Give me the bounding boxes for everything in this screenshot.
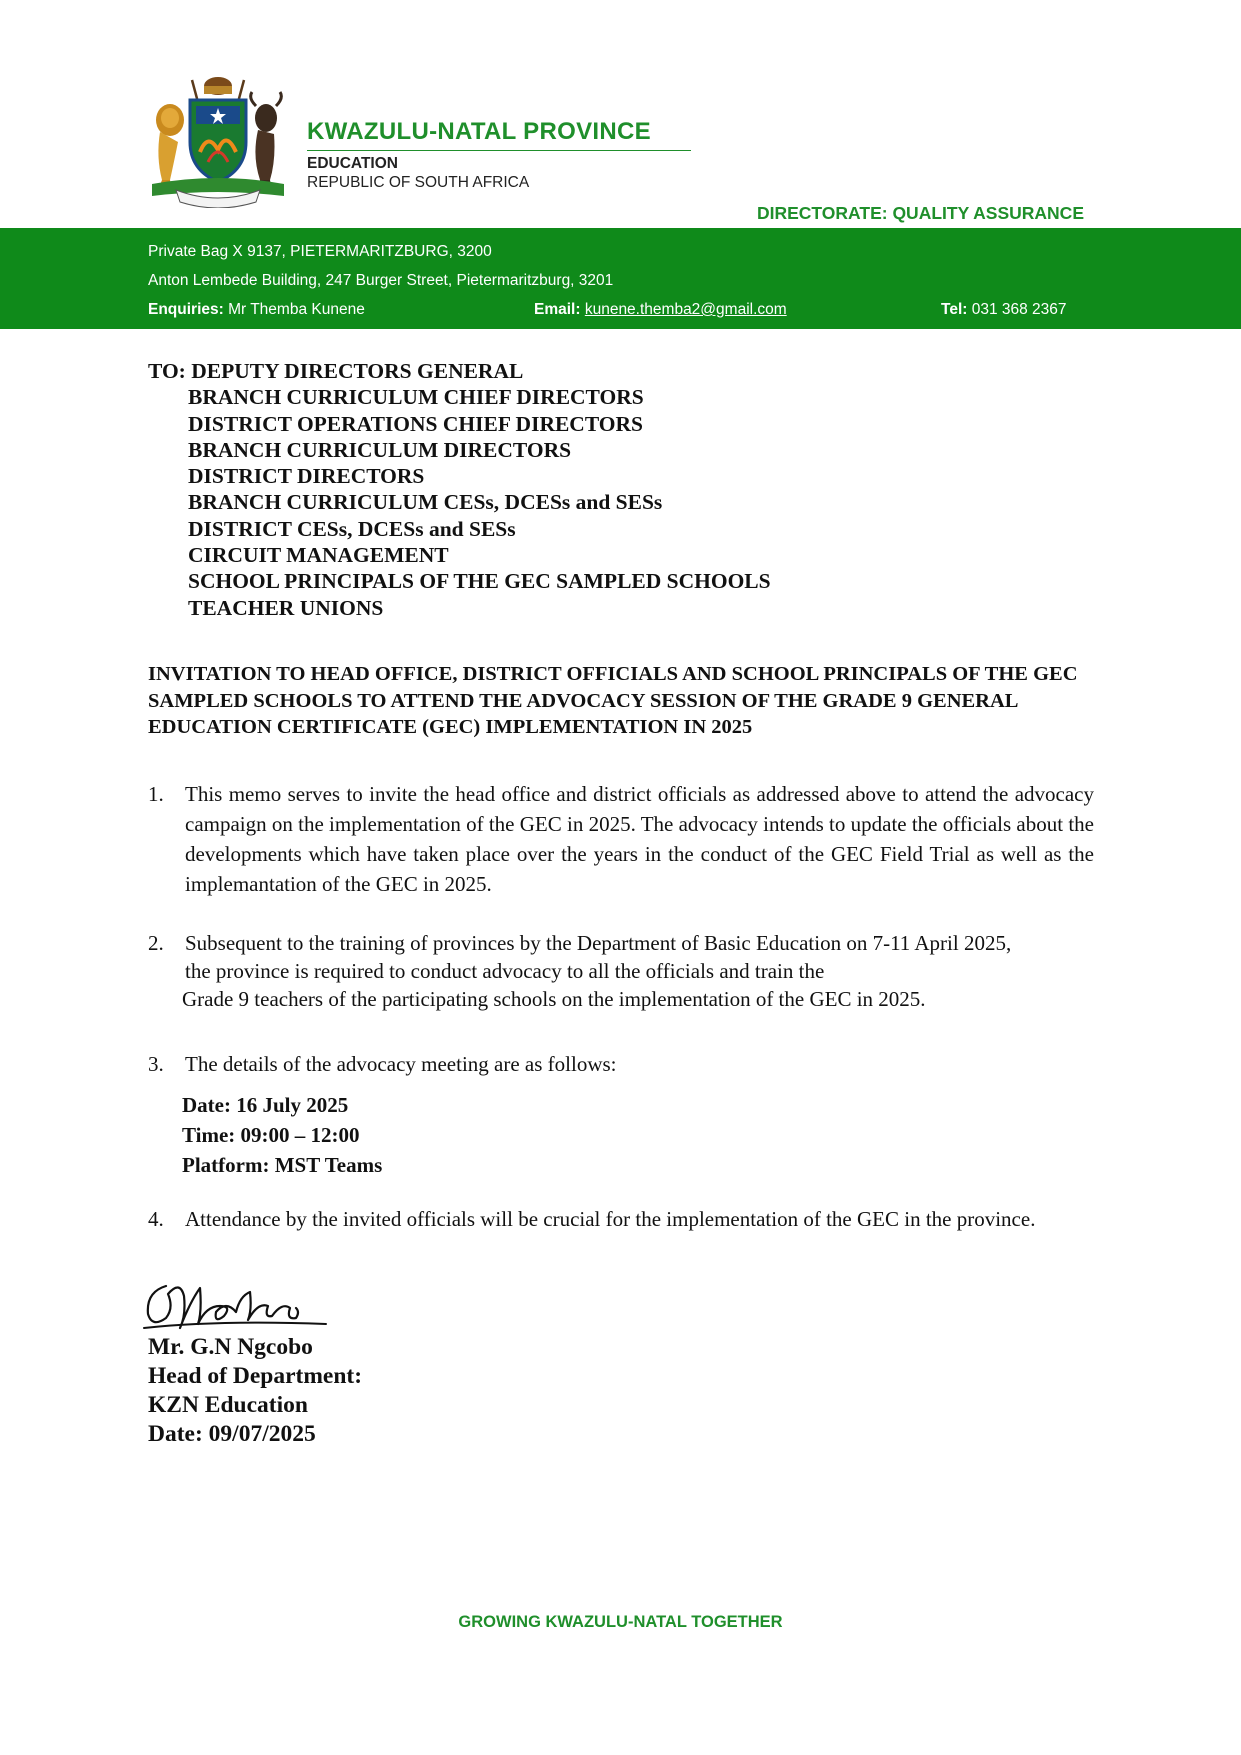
enquiries — [148, 301, 365, 319]
telephone — [941, 301, 1067, 319]
paragraph-line: Grade 9 teachers of the participating schools on the implementation of the GEC in 2025. — [182, 987, 926, 1011]
recipient-item: DISTRICT CESs, DCESs and SESs — [188, 516, 516, 541]
paragraph-number: 1. — [148, 782, 164, 806]
handwritten-signature-icon — [140, 1272, 330, 1336]
paragraph-3 — [148, 1049, 1094, 1079]
signatory-date: Date: 09/07/2025 — [148, 1421, 316, 1447]
paragraph-text: This memo serves to invite the head office and district officials as addressed above to attend the advocacy campaign on the implementation of the GEC in 2025. The advocacy intends to update the officials about the developments which have taken place over the years in the conduct of the GEC Field Trial as well as the implemantation of the GEC in 2025. — [185, 782, 1094, 896]
meeting-platform: Platform: MST Teams — [182, 1153, 383, 1177]
letterhead-brand — [307, 118, 691, 192]
meeting-date: Date: 16 July 2025 — [182, 1093, 349, 1117]
paragraph-number: 2. — [148, 931, 164, 955]
recipient-item: BRANCH CURRICULUM CHIEF DIRECTORS — [188, 385, 644, 410]
paragraph-line: Subsequent to the training of provinces by the Department of Basic Education on 7-11 April 2025, — [185, 931, 1012, 955]
enquiries-label: Enquiries: — [148, 301, 224, 318]
paragraph-text: The details of the advocacy meeting are as follows: — [185, 1052, 617, 1076]
province-name: KWAZULU-NATAL PROVINCE — [307, 118, 691, 151]
email-link[interactable]: kunene.themba2@gmail.com — [584, 301, 787, 318]
recipient-item: BRANCH CURRICULUM CESs, DCESs and SESs — [188, 490, 663, 515]
recipient-item: BRANCH CURRICULUM DIRECTORS — [188, 437, 572, 462]
signatory-block — [148, 1333, 362, 1449]
recipient-item: CIRCUIT MANAGEMENT — [188, 543, 449, 568]
postal-address: Private Bag X 9137, PIETERMARITZBURG, 3200 — [148, 243, 492, 260]
kzn-coat-of-arms-icon — [148, 72, 288, 208]
signatory-name: Mr. G.N Ngcobo — [148, 1334, 313, 1360]
recipient-item: TEACHER UNIONS — [188, 595, 384, 620]
meeting-time: Time: 09:00 – 12:00 — [182, 1123, 360, 1147]
recipient-first: TO: DEPUTY DIRECTORS GENERAL — [148, 359, 524, 383]
enquiries-value: Mr Themba Kunene — [228, 301, 365, 318]
signatory-org: KZN Education — [148, 1392, 308, 1418]
recipient-item: SCHOOL PRINCIPALS OF THE GEC SAMPLED SCHOOLS — [188, 569, 771, 594]
email — [534, 301, 787, 319]
email-label: Email: — [534, 301, 581, 318]
tel-value: 031 368 2367 — [971, 301, 1067, 318]
footer-slogan: GROWING KWAZULU-NATAL TOGETHER — [458, 1613, 783, 1631]
directorate-title: DIRECTORATE: QUALITY ASSURANCE — [756, 203, 1084, 223]
country-name: REPUBLIC OF SOUTH AFRICA — [307, 174, 530, 191]
paragraph-number: 3. — [148, 1052, 164, 1076]
contact-band — [0, 228, 1241, 329]
paragraph-1 — [148, 779, 1094, 899]
paragraph-text: Attendance by the invited officials will be crucial for the implementation of the GEC in the province. — [185, 1207, 1036, 1231]
street-address: Anton Lembede Building, 247 Burger Street, Pietermaritzburg, 3201 — [148, 272, 614, 289]
department-name: EDUCATION — [307, 155, 398, 172]
paragraph-4 — [148, 1204, 1094, 1234]
paragraph-2 — [148, 929, 1094, 1013]
meeting-details — [182, 1090, 382, 1180]
recipient-item: DISTRICT DIRECTORS — [188, 464, 425, 489]
tel-label: Tel: — [941, 301, 968, 318]
memo-subject: INVITATION TO HEAD OFFICE, DISTRICT OFFICIALS AND SCHOOL PRINCIPALS OF THE GEC SAMPLED SCHOOLS TO ATTEND THE ADVOCACY SESSION OF THE GRADE 9 GENERAL EDUCATION CERTIFICATE (GEC) IMPLEMENTATION IN 2025 — [148, 663, 1078, 738]
paragraph-line: the province is required to conduct advocacy to all the officials and train the — [185, 959, 825, 983]
paragraph-number: 4. — [148, 1207, 164, 1231]
signatory-title: Head of Department: — [148, 1363, 363, 1389]
recipients-block — [148, 358, 771, 621]
recipient-item: DISTRICT OPERATIONS CHIEF DIRECTORS — [188, 411, 643, 436]
